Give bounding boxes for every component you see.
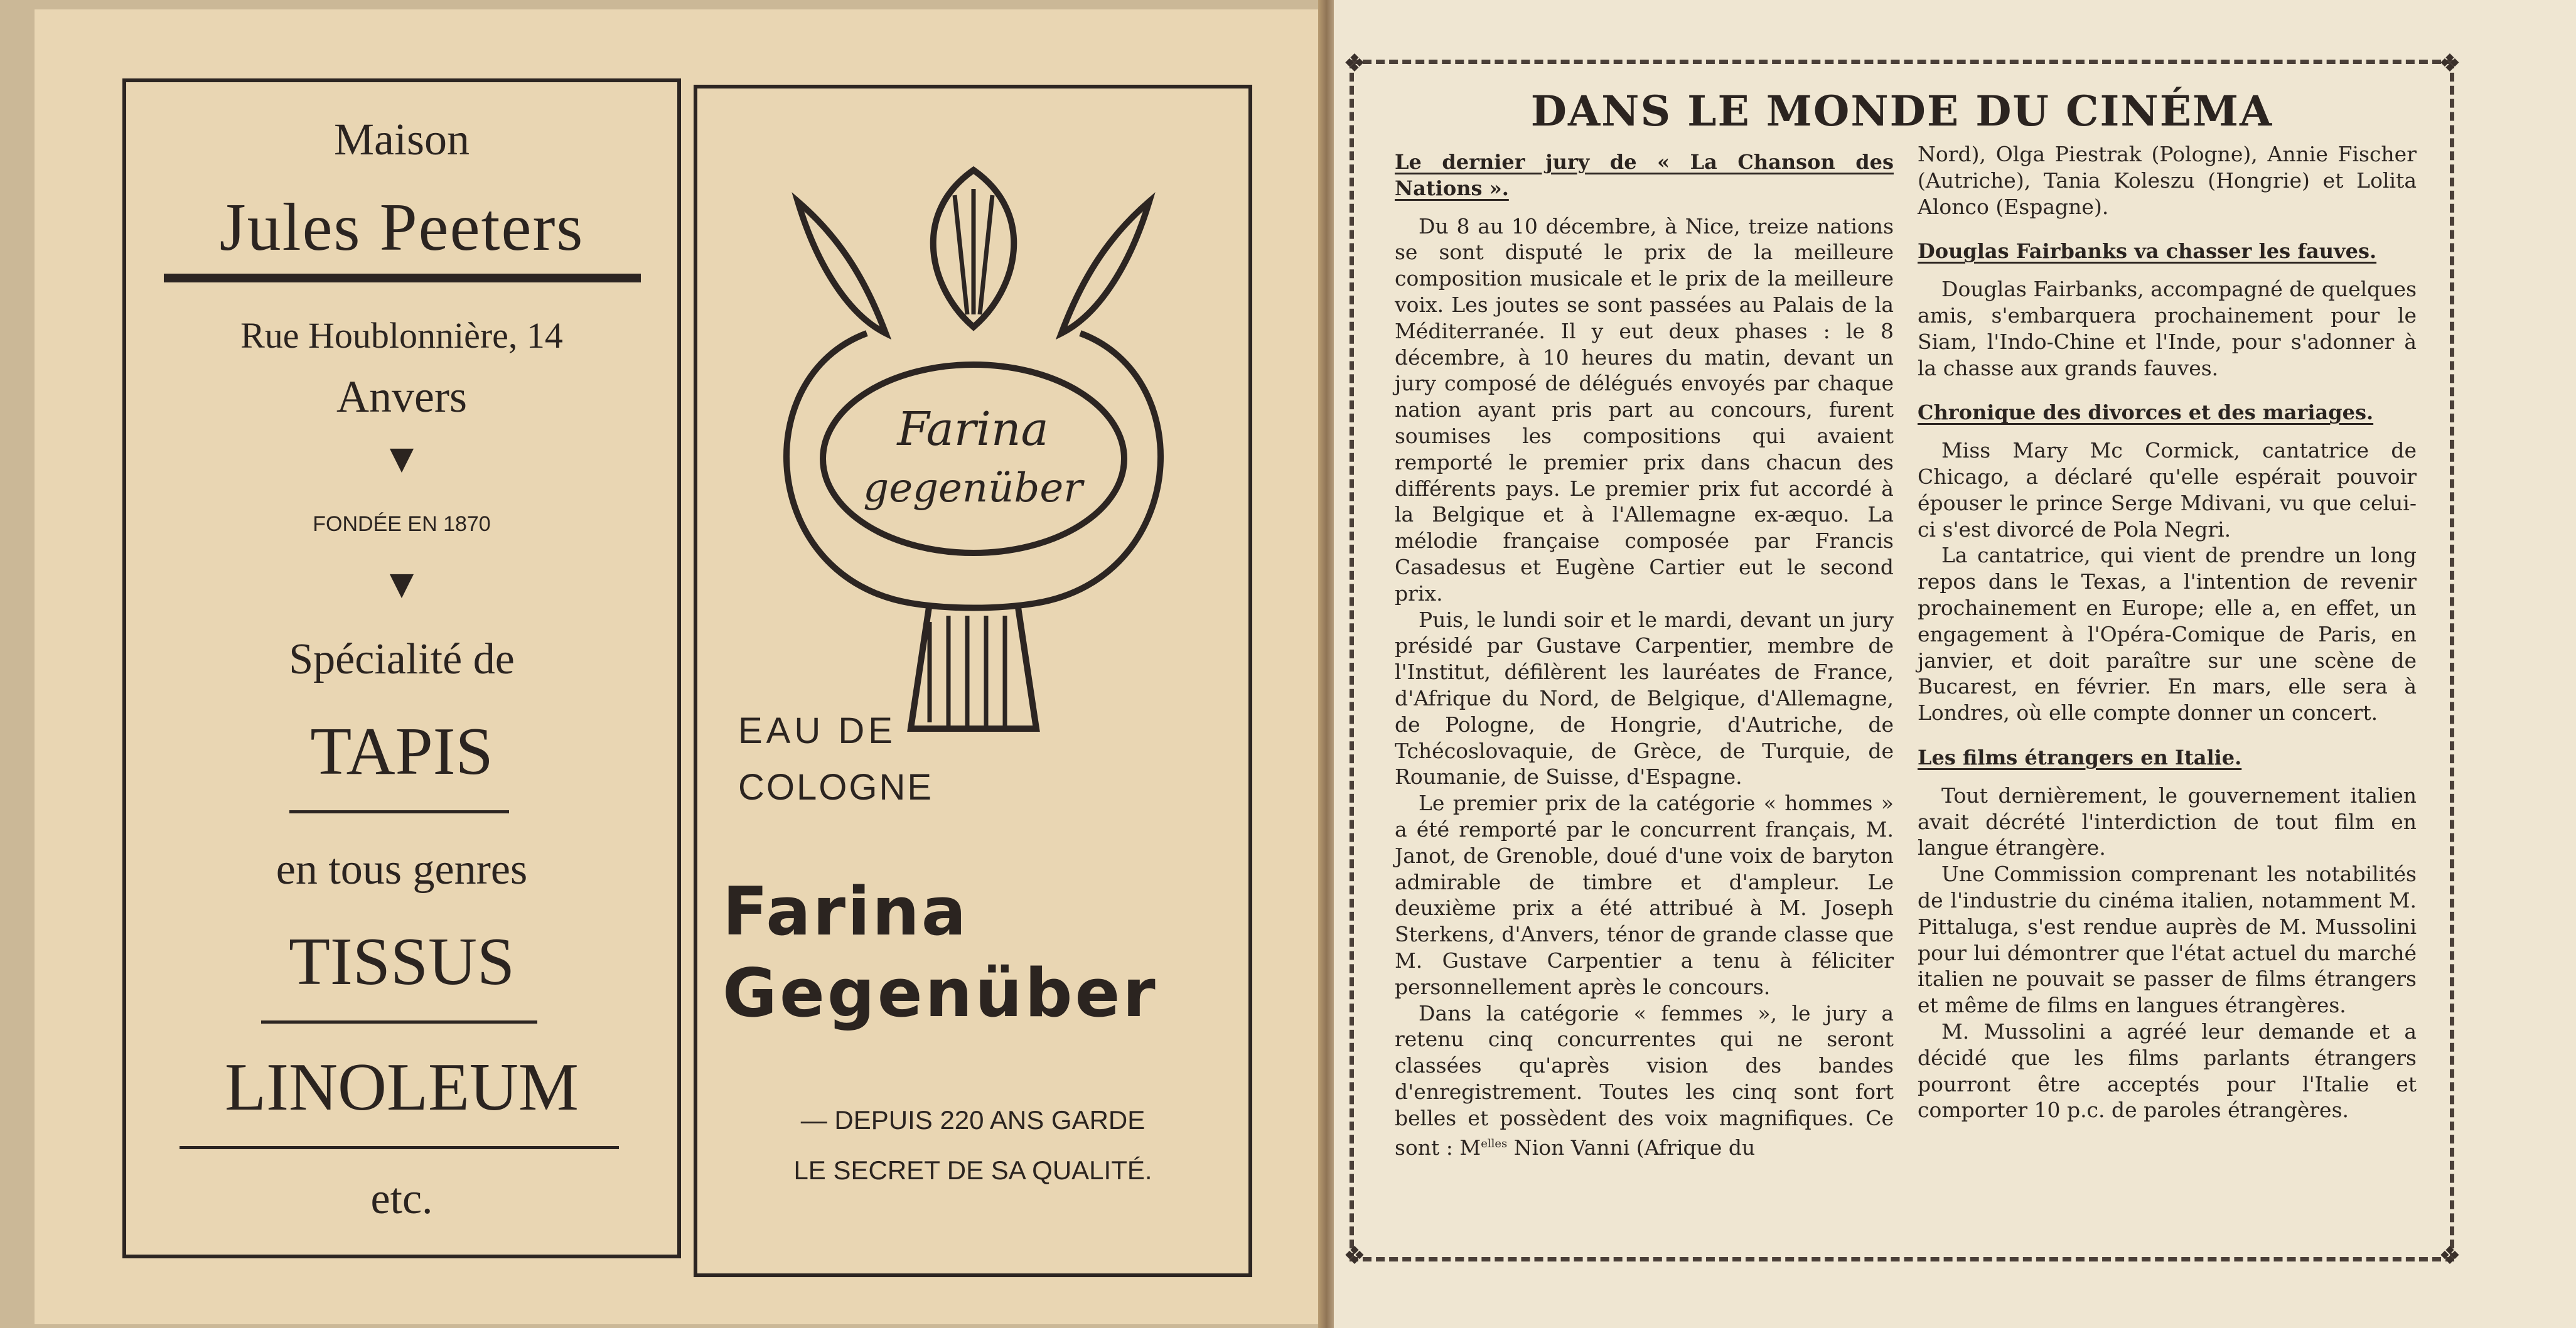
- ad-linoleum: LINOLEUM: [225, 1050, 579, 1125]
- ad-tapis: TAPIS: [310, 714, 493, 789]
- article-column-left: [1395, 146, 1894, 1161]
- paragraph: Du 8 au 10 décembre, à Nice, treize nations se sont disputé le prix de la meilleure composition musicale et le prix de la meilleure voix. Les joutes se sont passées au Palais de la Méditerranée. Il y eut deux phases : le 8 décembre, à 10 heures du matin, devant un jury composé de délégués envoyés par chaque nation ayant pris part au concours, furent soumises les compositions qui avaient remporté le premier prix dans chacun des différents pays. Le premier prix fut accordé à la Belgique et à l'Allemagne ex-æquo. La mélodie française composée par Francis Casadesus et Eugène Cartier eut le second prix.: [1395, 213, 1894, 606]
- ad-jules-peeters: [122, 78, 681, 1258]
- paragraph: Nord), Olga Piestrak (Pologne), Annie Fischer (Autriche), Tania Koleszu (Hongrie) et Lolita Alonco (Espagne).: [1918, 142, 2417, 219]
- heading-films: Les films étrangers en Italie.: [1918, 745, 2242, 769]
- ad-farina: [694, 85, 1252, 1277]
- paragraph: Une Commission comprenant les notabilités de l'industrie du cinéma italien, notamment M. Pittaluga, s'est rendue auprès de M. Mussolini pour lui démontrer que l'état actuel du marché italien ne pouvait se passer de films étrangers et même de films en langues étrangères.: [1918, 862, 2417, 1018]
- ad-company-name: Jules Peeters: [219, 190, 584, 265]
- ad-tissus: TISSUS: [288, 924, 515, 999]
- paragraph: La cantatrice, qui vient de prendre un long repos dans le Texas, a l'intention de revenir prochainement en Europe; elle a, en effet, un engagement à l'Opéra-Comique de Paris, en janvier, et doit paraître sur une scène de Bucarest, en février. En mars, elle sera à Londres, où elle compte donner un concert.: [1918, 543, 2417, 726]
- ad-genres: en tous genres: [276, 845, 528, 894]
- paragraph: Miss Mary Mc Cormick, cantatrice de Chicago, a déclaré qu'elle espérait pouvoir épouser le prince Serge Mdivani, vu que celui-ci s'est divorcé de Pola Negri.: [1918, 438, 2417, 542]
- ad-etc: etc.: [370, 1175, 433, 1223]
- paragraph-text: Nion Vanni (Afrique du: [1507, 1135, 1756, 1160]
- corner-ornament: ❖: [1343, 49, 1366, 78]
- ad-street: Rue Houblonnière, 14: [240, 315, 563, 356]
- underline: [261, 1020, 537, 1024]
- paragraph: Douglas Fairbanks, accompagné de quelques amis, s'embarquera prochainement pour le Siam, l'Indo-Chine et l'Inde, pour s'adonner à la chasse aux grands fauves.: [1918, 277, 2417, 380]
- underline: [289, 810, 509, 813]
- ad-eau-de: EAU DE: [738, 710, 896, 751]
- ad-cologne: COLOGNE: [738, 767, 934, 808]
- ad-brand-gegenuber: Gegenüber: [722, 955, 1158, 1032]
- ad-founded: FONDÉE EN 1870: [313, 512, 491, 536]
- paragraph: Le premier prix de la catégorie « hommes » a été remporté par le concurrent français, M. Janot, de Grenoble, doué d'une voix de baryton admirable de timbre et d'ampleur. Le deuxième prix a été attribué à M. Joseph Sterkens, d'Anvers, ténor de grande classe que M. Gustave Carpentier a tenu à féliciter personnellement après le concours.: [1395, 791, 1894, 999]
- underline: [180, 1146, 619, 1149]
- paragraph: Tout dernièrement, le gouvernement italien avait décrété l'interdiction de tout film en langue étrangère.: [1918, 783, 2417, 860]
- article-title: DANS LE MONDE DU CINÉMA: [1530, 87, 2273, 136]
- paragraph: Puis, le lundi soir et le mardi, devant un jury présidé par Gustave Carpentier, membre de l'Institut, défilèrent les lauréates de France, d'Afrique du Nord, de Belgique, d'Allemagne, de Pologne, de Hongrie, d'Autriche, de Tchécoslovaquie, de Grèce, de Turquie, de Roumanie, de Suisse, d'Espagne.: [1395, 607, 1894, 790]
- ad-maison: Maison: [334, 114, 470, 164]
- paragraph: [1395, 1000, 1894, 1162]
- ad-brand-farina: Farina: [722, 873, 969, 950]
- superscript: elles: [1481, 1137, 1508, 1151]
- heading-jury: Le dernier jury de « La Chanson des Nations ».: [1395, 150, 1894, 200]
- ad-specialite: Spécialité de: [289, 635, 515, 683]
- paragraph: M. Mussolini a agréé leur demande et a décidé que les films parlants étrangers pourront être acceptés pour l'Italie et comporter 10 p.c. de paroles étrangères.: [1918, 1019, 2417, 1123]
- heading-divorces: Chronique des divorces et des mariages.: [1918, 400, 2374, 425]
- logo-gegenuber-text: gegenüber: [863, 465, 1083, 511]
- article-column-right: [1918, 141, 2417, 1123]
- triangle-ornament: ▼: [389, 565, 414, 602]
- ad-city: Anvers: [336, 372, 467, 422]
- paragraph-text: Dans la catégorie « femmes », le jury a retenu cinq concurrentes qui ne seront classées qu'après vision des bandes d'enregistrement. Toutes les cinq sont fort belles et possèdent des voix magnifiques. Ce sont : M: [1395, 1000, 1894, 1160]
- corner-ornament: ❖: [2439, 49, 2461, 78]
- heading-fairbanks: Douglas Fairbanks va chasser les fauves.: [1918, 239, 2377, 264]
- corner-ornament: ❖: [1343, 1241, 1366, 1270]
- ad-since: — DEPUIS 220 ANS GARDE: [800, 1105, 1146, 1135]
- logo-farina-text: Farina: [897, 402, 1049, 456]
- corner-ornament: ❖: [2439, 1241, 2461, 1270]
- divider: [164, 274, 641, 282]
- ad-quality: LE SECRET DE SA QUALITÉ.: [793, 1155, 1152, 1185]
- triangle-ornament: ▼: [389, 440, 414, 476]
